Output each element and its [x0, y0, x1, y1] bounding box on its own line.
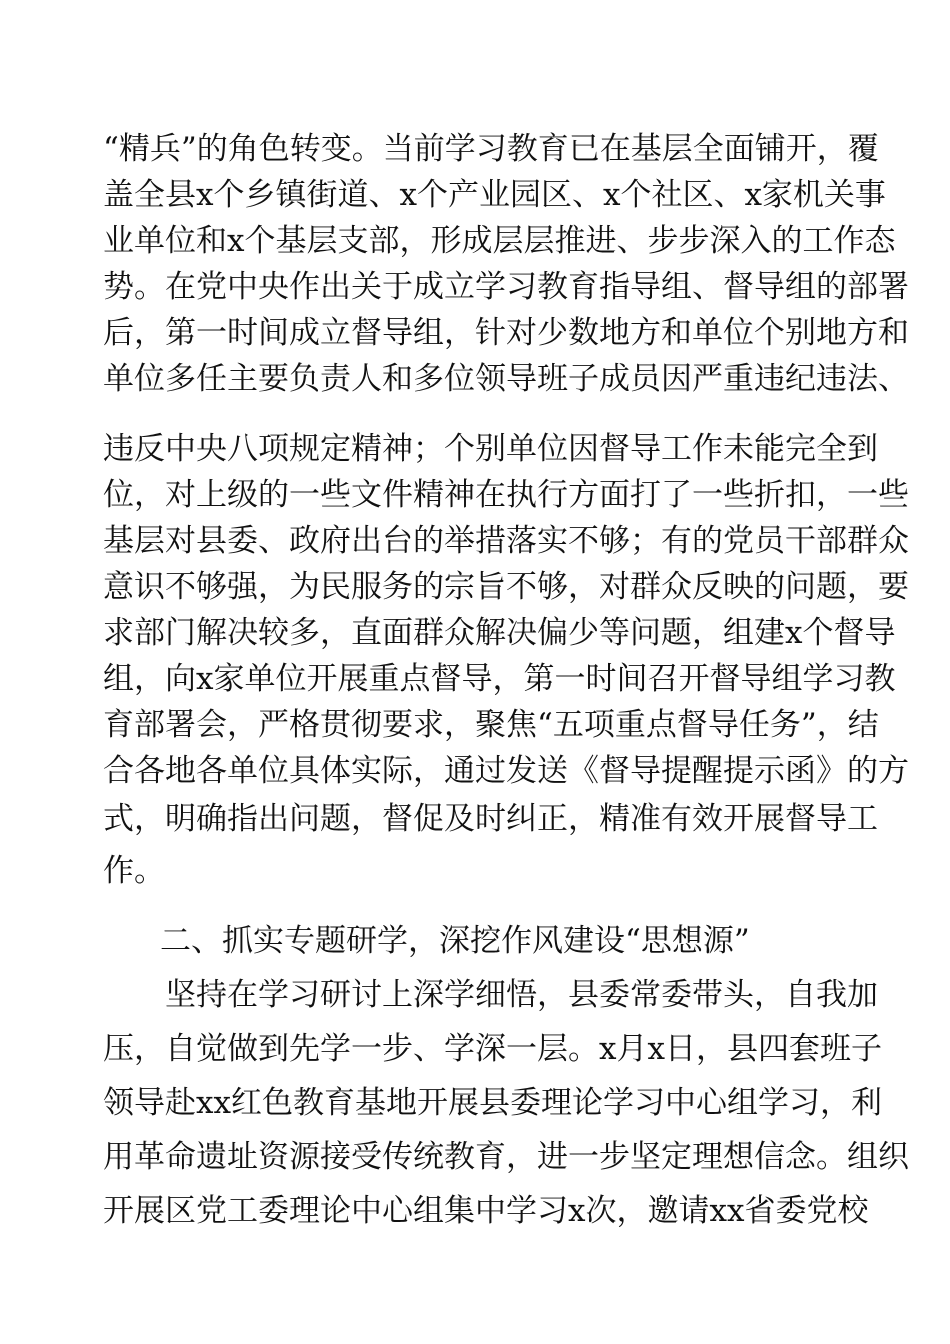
paragraph-line: 压，自觉做到先学一步、学深一层。x月x日，县四套班子 [103, 1031, 882, 1067]
paragraph-line: 违反中央八项规定精神；个别单位因督导工作未能完全到 [103, 431, 878, 467]
paragraph-line: 单位多任主要负责人和多位领导班子成员因严重违纪违法、 [103, 361, 909, 397]
paragraph-line: 组，向x家单位开展重点督导，第一时间召开督导组学习教 [103, 661, 896, 697]
paragraph-line: 势。在党中央作出关于成立学习教育指导组、督导组的部署 [103, 269, 909, 305]
section-heading: 二、抓实专题研学，深挖作风建设“思想源” [160, 923, 750, 959]
paragraph-line: 盖全县x个乡镇街道、x个产业园区、x个社区、x家机关事 [103, 177, 886, 213]
paragraph-line: 业单位和x个基层支部，形成层层推进、步步深入的工作态 [103, 223, 896, 259]
paragraph-line: 开展区党工委理论中心组集中学习x次，邀请xx省委党校 [103, 1193, 869, 1229]
paragraph-line: 求部门解决较多，直面群众解决偏少等问题，组建x个督导 [103, 615, 896, 651]
paragraph-line: 位，对上级的一些文件精神在执行方面打了一些折扣，一些 [103, 477, 909, 513]
paragraph-line: 式，明确指出问题，督促及时纠正，精准有效开展督导工 [103, 801, 878, 837]
paragraph-line: 育部署会，严格贯彻要求，聚焦“五项重点督导任务”，结 [103, 707, 879, 743]
paragraph-first-line: 坚持在学习研讨上深学细悟，县委常委带头，自我加 [165, 977, 878, 1013]
paragraph-line: 后，第一时间成立督导组，针对少数地方和单位个别地方和 [103, 315, 909, 351]
paragraph-line: 用革命遗址资源接受传统教育，进一步坚定理想信念。组织 [103, 1139, 909, 1175]
paragraph-line: 意识不够强，为民服务的宗旨不够，对群众反映的问题，要 [103, 569, 909, 605]
paragraph-line: 合各地各单位具体实际，通过发送《督导提醒提示函》的方 [103, 753, 909, 789]
paragraph-line: 作。 [103, 853, 165, 889]
paragraph-line: “精兵”的角色转变。当前学习教育已在基层全面铺开，覆 [103, 131, 879, 167]
paragraph-line: 基层对县委、政府出台的举措落实不够；有的党员干部群众 [103, 523, 909, 559]
paragraph-line: 领导赴xx红色教育基地开展县委理论学习中心组学习，利 [103, 1085, 882, 1121]
